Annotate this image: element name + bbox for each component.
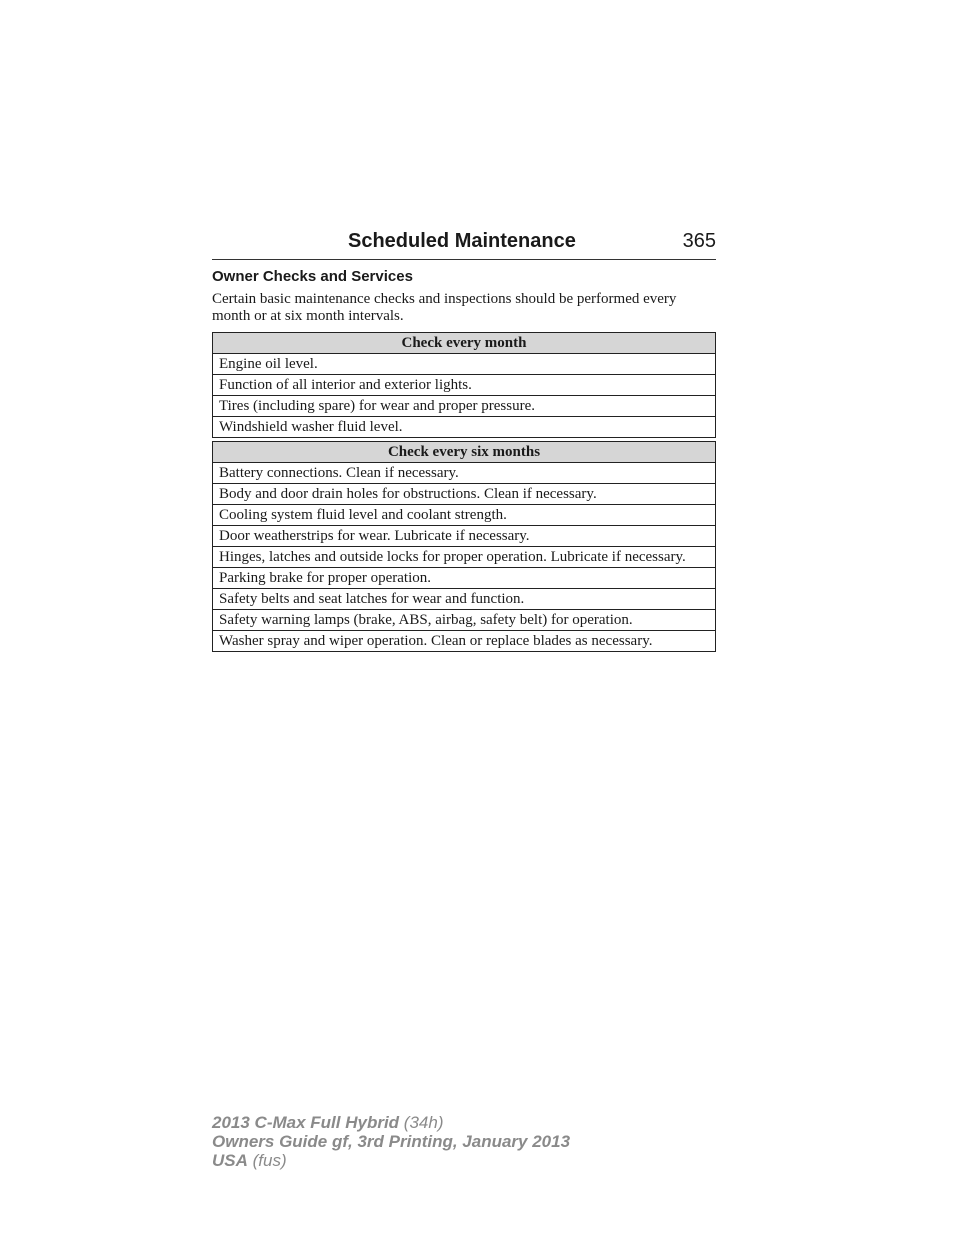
table-row xyxy=(213,610,716,631)
table-row xyxy=(213,568,716,589)
table-row xyxy=(213,526,716,547)
six-month-checks-table xyxy=(212,441,716,652)
table-row xyxy=(213,396,716,417)
footer-model: 2013 C-Max Full Hybrid xyxy=(212,1113,400,1132)
footer-line xyxy=(212,1151,570,1170)
table-row xyxy=(213,505,716,526)
table-cell: Engine oil level. xyxy=(213,354,716,375)
table-cell: Body and door drain holes for obstructions. Clean if necessary. xyxy=(213,484,716,505)
table-header-row xyxy=(213,442,716,463)
footer-printing: Owners Guide gf, 3rd Printing, January 2013 xyxy=(212,1132,571,1151)
table-header: Check every month xyxy=(213,333,716,354)
footer-line xyxy=(212,1132,570,1151)
table-cell: Door weatherstrips for wear. Lubricate if necessary. xyxy=(213,526,716,547)
table-cell: Parking brake for proper operation. xyxy=(213,568,716,589)
table-header: Check every six months xyxy=(213,442,716,463)
monthly-checks-table xyxy=(212,332,716,438)
subheading: Owner Checks and Services xyxy=(212,268,413,285)
section-title: Scheduled Maintenance xyxy=(348,230,576,252)
table-cell: Safety warning lamps (brake, ABS, airbag, safety belt) for operation. xyxy=(213,610,716,631)
table-row xyxy=(213,375,716,396)
table-row xyxy=(213,589,716,610)
table-cell: Battery connections. Clean if necessary. xyxy=(213,463,716,484)
page-number: 365 xyxy=(682,230,716,252)
table-row xyxy=(213,354,716,375)
table-row xyxy=(213,417,716,438)
page-header xyxy=(212,229,716,260)
table-row xyxy=(213,631,716,652)
document-footer xyxy=(212,1113,570,1170)
table-cell: Safety belts and seat latches for wear and function. xyxy=(213,589,716,610)
table-row xyxy=(213,547,716,568)
table-cell: Hinges, latches and outside locks for proper operation. Lubricate if necessary. xyxy=(213,547,716,568)
table-cell: Function of all interior and exterior lights. xyxy=(213,375,716,396)
footer-model-code: (34h) xyxy=(403,1113,444,1132)
table-cell: Tires (including spare) for wear and proper pressure. xyxy=(213,396,716,417)
footer-market: USA xyxy=(212,1151,248,1170)
table-cell: Cooling system fluid level and coolant strength. xyxy=(213,505,716,526)
table-cell: Washer spray and wiper operation. Clean or replace blades as necessary. xyxy=(213,631,716,652)
table-cell: Windshield washer fluid level. xyxy=(213,417,716,438)
table-row xyxy=(213,463,716,484)
table-row xyxy=(213,484,716,505)
footer-market-code: (fus) xyxy=(252,1151,287,1170)
footer-line xyxy=(212,1113,570,1132)
table-header-row xyxy=(213,333,716,354)
intro-paragraph: Certain basic maintenance checks and inspections should be performed every month or at six month intervals. xyxy=(212,291,677,324)
